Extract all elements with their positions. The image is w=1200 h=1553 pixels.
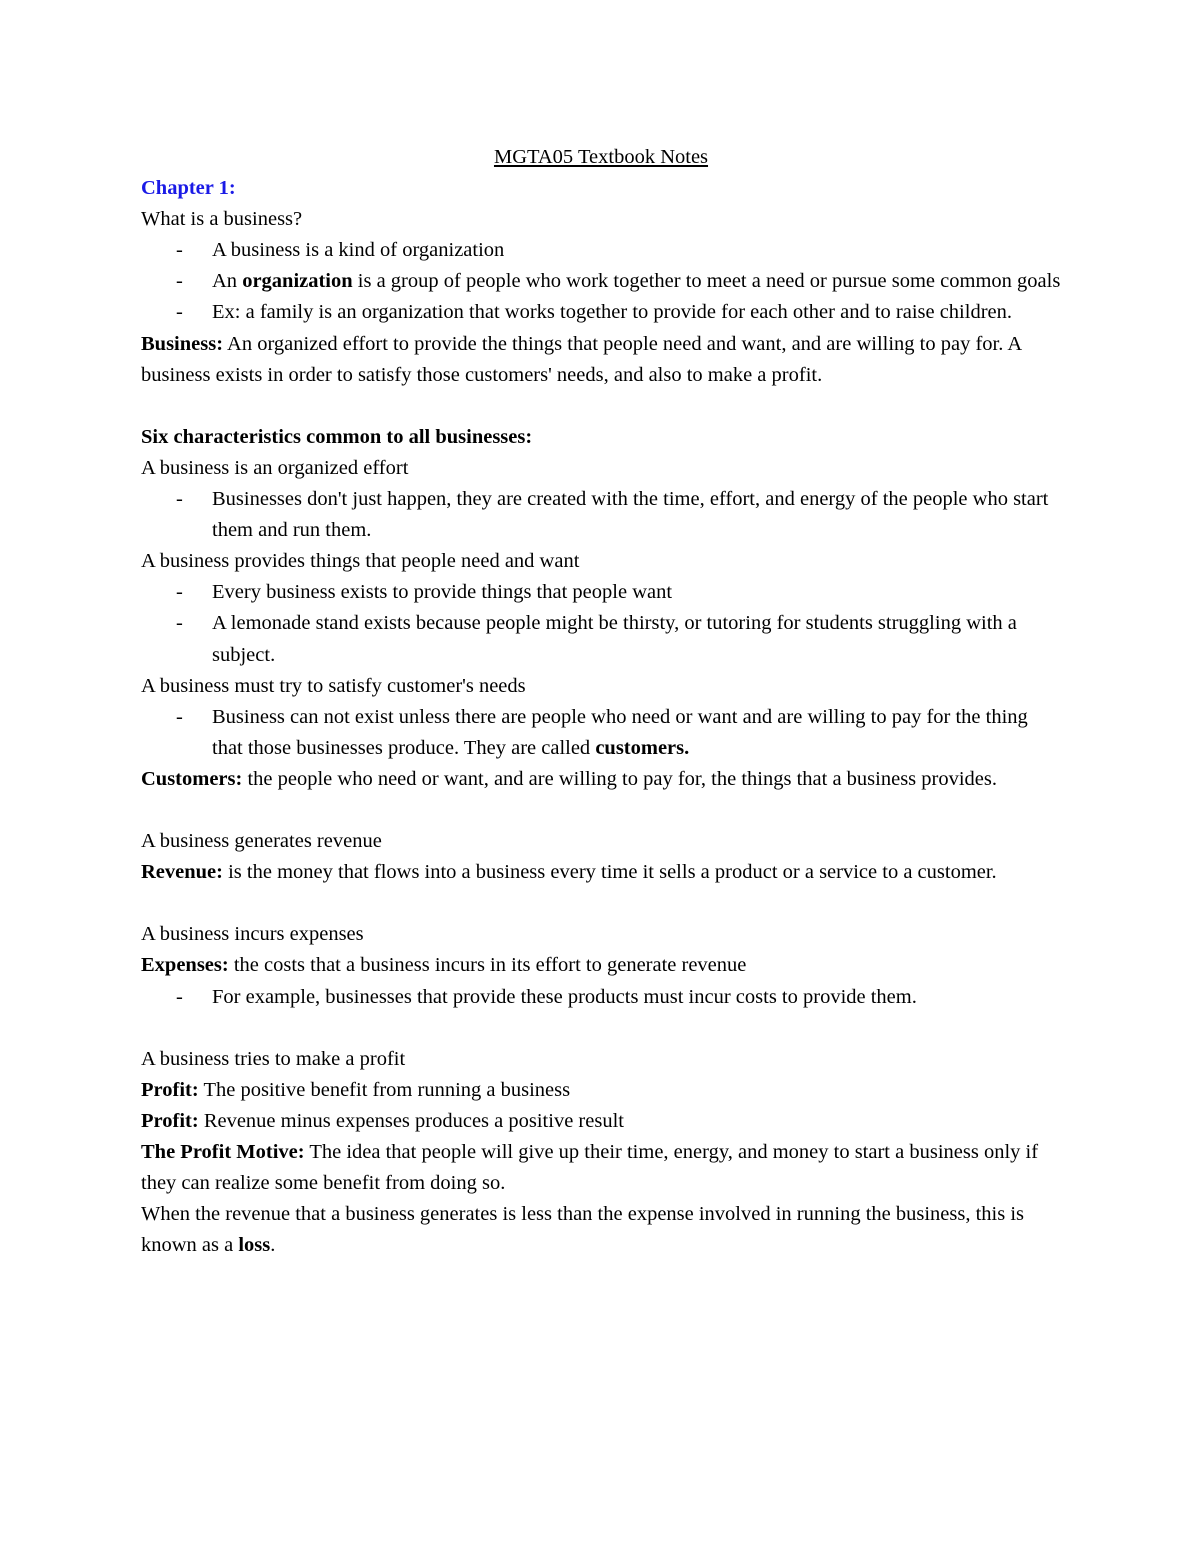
six-characteristics-heading: Six characteristics common to all businesses: bbox=[141, 425, 533, 448]
chapter-heading: Chapter 1: bbox=[141, 177, 236, 200]
blank-line bbox=[141, 391, 1061, 422]
customers-definition: Customers: the people who need or want, and are willing to pay for, the things that a business provides. bbox=[141, 767, 997, 790]
business-definition: Business: An organized effort to provide the things that people need and want, and are willing to pay for. A business exists in order to satisfy those customers' needs, and also to make a profit. bbox=[141, 332, 1022, 386]
characteristic-5: A business incurs expenses bbox=[141, 923, 364, 946]
term-customers: customers. bbox=[595, 736, 690, 759]
characteristic-3: A business must try to satisfy customer's needs bbox=[141, 674, 526, 697]
blank-line bbox=[141, 888, 1061, 919]
list-item: - For example, businesses that provide these products must incur costs to provide them. bbox=[212, 982, 1061, 1013]
list-item: - A lemonade stand exists because people might be thirsty, or tutoring for students struggling with a subject. bbox=[212, 608, 1061, 670]
list-item: - Every business exists to provide things that people want bbox=[212, 577, 1061, 608]
question-what-is-business: What is a business? bbox=[141, 208, 303, 231]
characteristic-1: A business is an organized effort bbox=[141, 456, 409, 479]
revenue-definition: Revenue: is the money that flows into a business every time it sells a product or a service to a customer. bbox=[141, 861, 997, 884]
blank-line bbox=[141, 1013, 1061, 1044]
blank-line bbox=[141, 795, 1061, 826]
characteristic-4: A business generates revenue bbox=[141, 830, 382, 853]
list-item: - Businesses don't just happen, they are created with the time, effort, and energy of the people who start them and run them. bbox=[212, 484, 1061, 546]
characteristic-6: A business tries to make a profit bbox=[141, 1047, 406, 1070]
characteristic-3-list bbox=[141, 702, 1061, 764]
characteristic-2: A business provides things that people need and want bbox=[141, 550, 580, 573]
expenses-list bbox=[141, 982, 1061, 1013]
list-item: - A business is a kind of organization bbox=[212, 235, 1061, 266]
business-bullet-list bbox=[141, 235, 1061, 328]
list-item: - Business can not exist unless there are people who need or want and are willing to pay for the thing that those businesses produce. They are called customers. bbox=[212, 702, 1061, 764]
document-page bbox=[141, 142, 1061, 1261]
list-item: - Ex: a family is an organization that works together to provide for each other and to raise children. bbox=[212, 297, 1061, 328]
expenses-definition: Expenses: the costs that a business incurs in its effort to generate revenue bbox=[141, 954, 747, 977]
document-title: MGTA05 Textbook Notes bbox=[493, 146, 709, 168]
term-loss: loss bbox=[238, 1234, 271, 1257]
profit-motive-definition: The Profit Motive: The idea that people will give up their time, energy, and money to start a business only if they can realize some benefit from doing so. bbox=[141, 1141, 1039, 1195]
term-organization: organization bbox=[242, 270, 353, 293]
loss-paragraph: When the revenue that a business generates is less than the expense involved in running the business, this is known as a loss. bbox=[141, 1203, 1025, 1257]
profit-definition-1: Profit: The positive benefit from running a business bbox=[141, 1078, 571, 1101]
characteristic-1-list bbox=[141, 484, 1061, 546]
profit-definition-2: Profit: Revenue minus expenses produces a positive result bbox=[141, 1109, 624, 1132]
list-item: - An organization is a group of people who work together to meet a need or pursue some common goals bbox=[212, 266, 1061, 297]
term-business: Business: bbox=[141, 332, 224, 355]
characteristic-2-list bbox=[141, 577, 1061, 670]
